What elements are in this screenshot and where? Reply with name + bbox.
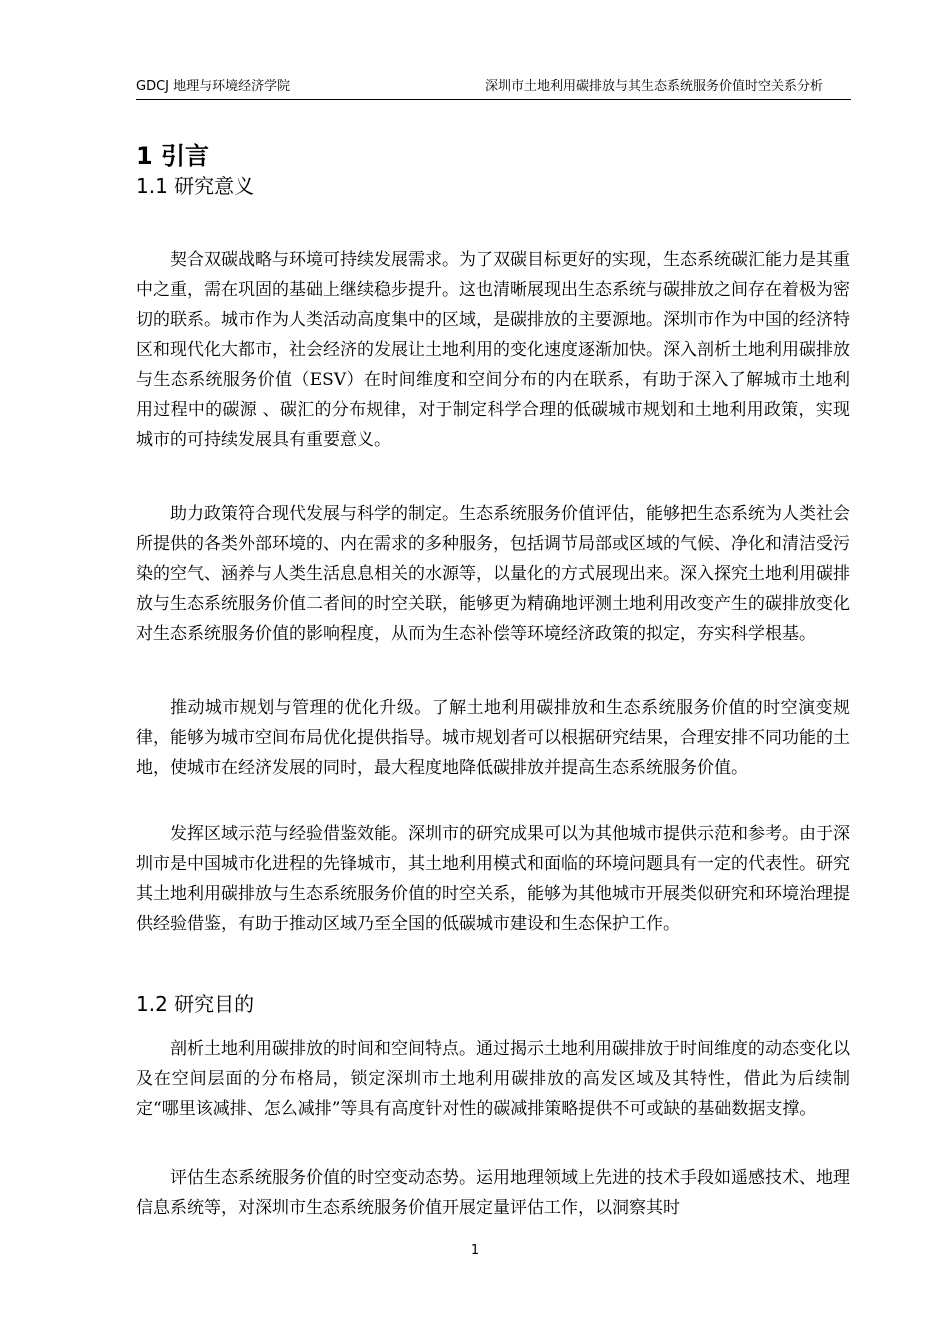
header-divider xyxy=(136,99,851,100)
paragraph: 发挥区域示范与经验借鉴效能。深圳市的研究成果可以为其他城市提供示范和参考。由于深圳市是中国城市化进程的先锋城市，其土地利用模式和面临的环境问题具有一定的代表性。研究其土地利用碳排放与生态系统服务价值的时空关系，能够为其他城市开展类似研究和环境治理提供经验借鉴，有助于推动区域乃至全国的低碳城市建设和生态保护工作。 xyxy=(136,824,850,934)
subsection-heading-research-significance: 1.1 研究意义 xyxy=(136,174,255,198)
running-header xyxy=(136,78,851,100)
header-institution: GDCJ 地理与环境经济学院 xyxy=(136,79,291,94)
header-paper-title: 深圳市土地利用碳排放与其生态系统服务价值时空关系分析 xyxy=(484,79,823,94)
paragraph: 推动城市规划与管理的优化升级。了解土地利用碳排放和生态系统服务价值的时空演变规律，能够为城市空间布局优化提供指导。城市规划者可以根据研究结果，合理安排不同功能的土地，使城市在经济发展的同时，最大程度地降低碳排放并提高生态系统服务价值。 xyxy=(136,698,850,778)
page-number: 1 xyxy=(470,1243,480,1258)
paragraph: 契合双碳战略与环境可持续发展需求。为了双碳目标更好的实现，生态系统碳汇能力是其重中之重，需在巩固的基础上继续稳步提升。这也清晰展现出生态系统与碳排放之间存在着极为密切的联系。城市作为人类活动高度集中的区域，是碳排放的主要源地。深圳市作为中国的经济特区和现代化大都市，社会经济的发展让土地利用的变化速度逐渐加快。深入剖析土地利用碳排放与生态系统服务价值（ESV）在时间维度和空间分布的内在联系，有助于深入了解城市土地利用过程中的碳源 、碳汇的分布规律，对于制定科学合理的低碳城市规划和土地利用政策，实现城市的可持续发展具有重要意义。 xyxy=(136,250,850,450)
paragraph: 评估生态系统服务价值的时空变动态势。运用地理领域上先进的技术手段如遥感技术、地理信息系统等，对深圳市生态系统服务价值开展定量评估工作，以洞察其时 xyxy=(136,1168,850,1218)
section-heading: 1 引言 xyxy=(136,142,210,170)
paragraph: 剖析土地利用碳排放的时间和空间特点。通过揭示土地利用碳排放于时间维度的动态变化以及在空间层面的分布格局，锁定深圳市土地利用碳排放的高发区域及其特性，借此为后续制定“哪里该减排、怎么减排”等具有高度针对性的碳减排策略提供不可或缺的基础数据支撑。 xyxy=(136,1039,850,1119)
paragraph: 助力政策符合现代发展与科学的制定。生态系统服务价值评估，能够把生态系统为人类社会所提供的各类外部环境的、内在需求的多种服务，包括调节局部或区域的气候、净化和清洁受污染的空气、涵养与人类生活息息相关的水源等，以量化的方式展现出来。深入探究土地利用碳排放与生态系统服务价值二者间的时空关联，能够更为精确地评测土地利用改变产生的碳排放变化对生态系统服务价值的影响程度，从而为生态补偿等环境经济政策的拟定，夯实科学根基。 xyxy=(136,504,850,644)
subsection-heading-research-purpose: 1.2 研究目的 xyxy=(136,992,255,1016)
